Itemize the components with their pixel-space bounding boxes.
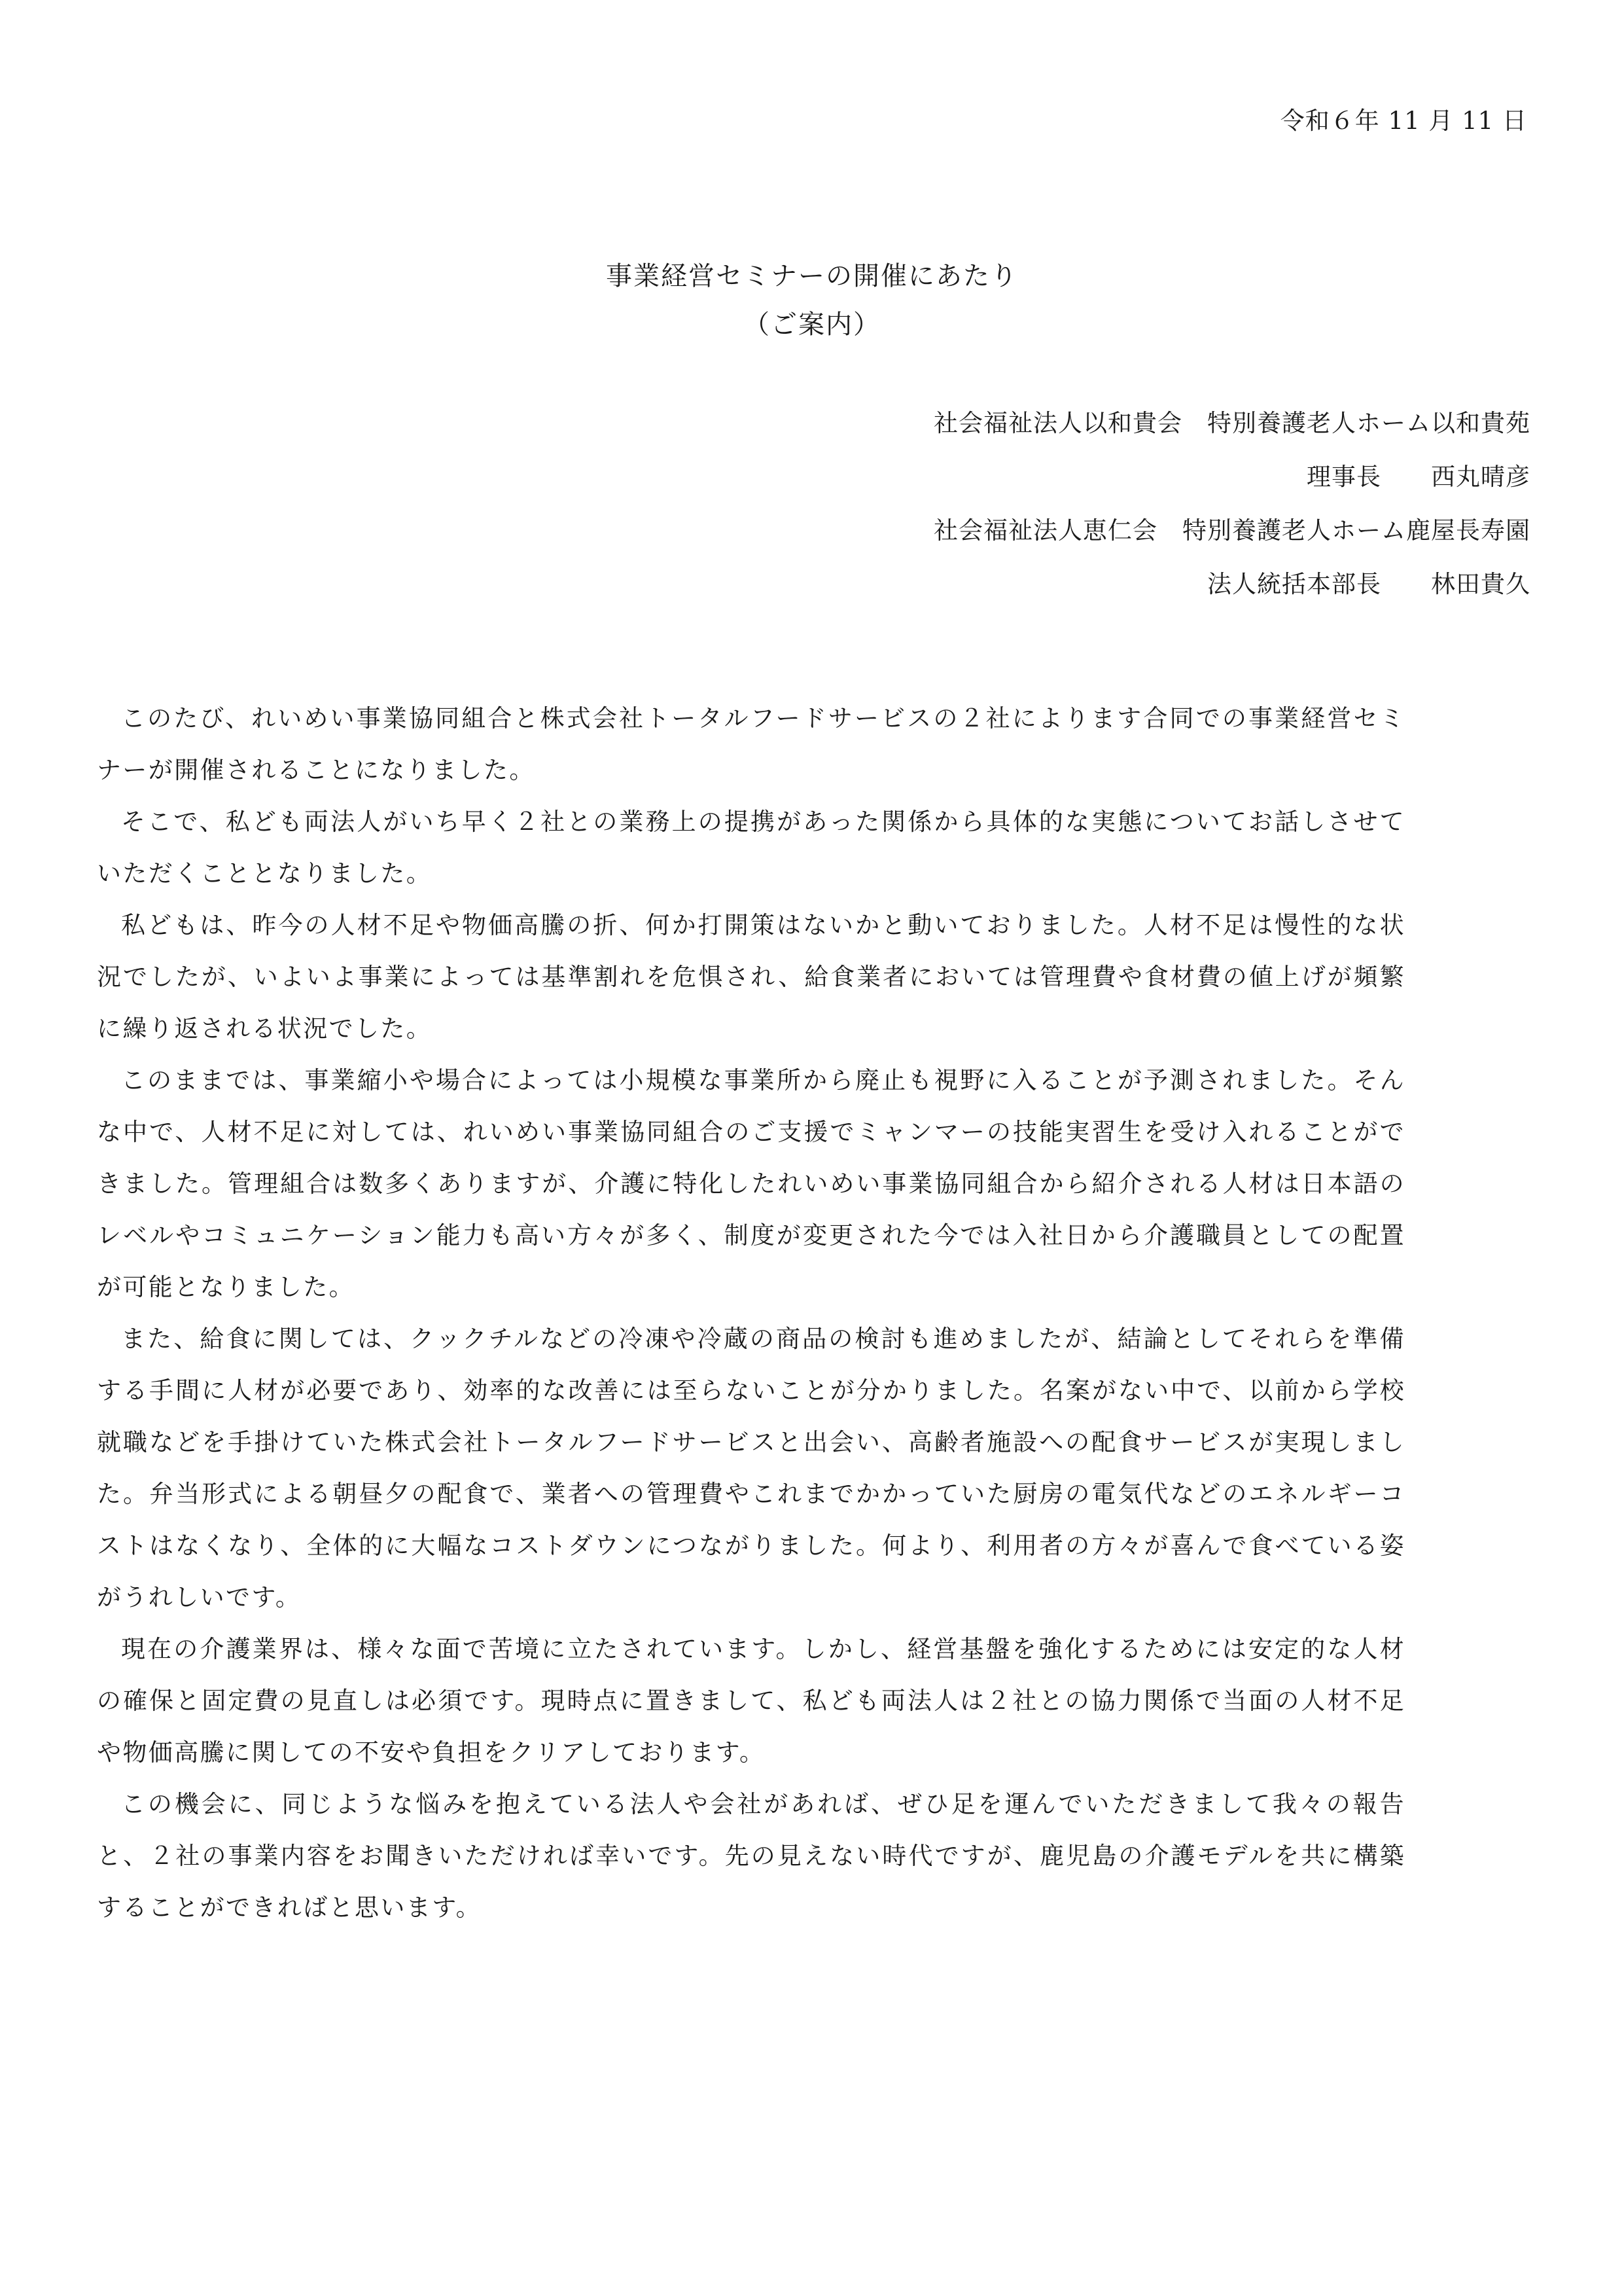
paragraph: 現在の介護業界は、様々な面で苦境に立たされています。しかし、経営基盤を強化するためには安定的な人材の確保と固定費の見直しは必須です。現時点に置きまして、私ども両法人は２社との協力関係で当面の人材不足や物価高騰に関しての不安や負担をクリアしております。 bbox=[97, 1635, 1406, 1767]
signatory-organization-1: 社会福祉法人以和貴会 特別養護老人ホーム以和貴苑 bbox=[934, 409, 1530, 437]
signatory-organization-2: 社会福祉法人恵仁会 特別養護老人ホーム鹿屋長寿園 bbox=[934, 516, 1530, 545]
signatory-name-1: 理事長 西丸晴彦 bbox=[1307, 463, 1530, 491]
signatory-name-2: 法人統括本部長 林田貴久 bbox=[1207, 570, 1530, 598]
paragraph: このままでは、事業縮小や場合によっては小規模な事業所から廃止も視野に入ることが予測されました。そんな中で、人材不足に対しては、れいめい事業協同組合のご支援でミャンマーの技能実習生を受け入れることができました。管理組合は数多くありますが、介護に特化したれいめい事業協同組合から紹介される人材は日本語のレベルやコミュニケーション能力も高い方々が多く、制度が変更された今では入社日から介護職員としての配置が可能となりました。 bbox=[97, 1066, 1405, 1301]
document-title: 事業経営セミナーの開催にあたり bbox=[606, 261, 1018, 291]
document-date: 令和６年 11 月 11 日 bbox=[1280, 107, 1527, 135]
title-block bbox=[0, 252, 1624, 349]
paragraph: この機会に、同じような悩みを抱えている法人や会社があれば、ぜひ足を運んでいただきまして我々の報告と、２社の事業内容をお聞きいただければ幸いです。先の見えない時代ですが、鹿児島の介護モデルを共に構築することができればと思います。 bbox=[97, 1790, 1405, 1922]
paragraph: また、給食に関しては、クックチルなどの冷凍や冷蔵の商品の検討も進めましたが、結論としてそれらを準備する手間に人材が必要であり、効率的な改善には至らないことが分かりました。名案がない中で、以前から学校就職などを手掛けていた株式会社トータルフードサービスと出会い、高齢者施設への配食サービスが実現しました。弁当形式による朝昼夕の配食で、業者への管理費やこれまでかかっていた厨房の電気代などのエネルギーコストはなくなり、全体的に大幅なコストダウンにつながりました。何より、利用者の方々が喜んで食べている姿がうれしいです。 bbox=[97, 1325, 1405, 1611]
paragraph: このたび、れいめい事業協同組合と株式会社トータルフードサービスの２社によります合同での事業経営セミナーが開催されることになりました。 bbox=[97, 704, 1405, 784]
paragraph: そこで、私ども両法人がいち早く２社との業務上の提携があった関係から具体的な実態についてお話しさせていただくこととなりました。 bbox=[97, 808, 1405, 888]
signatories-block bbox=[934, 397, 1530, 611]
paragraph: 私どもは、昨今の人材不足や物価高騰の折、何か打開策はないかと動いておりました。人材不足は慢性的な状況でしたが、いよいよ事業によっては基準割れを危惧され、給食業者においては管理費や食材費の値上げが頻繁に繰り返される状況でした。 bbox=[97, 911, 1405, 1043]
document-subtitle: （ご案内） bbox=[743, 310, 881, 340]
body-text bbox=[97, 692, 1405, 1933]
